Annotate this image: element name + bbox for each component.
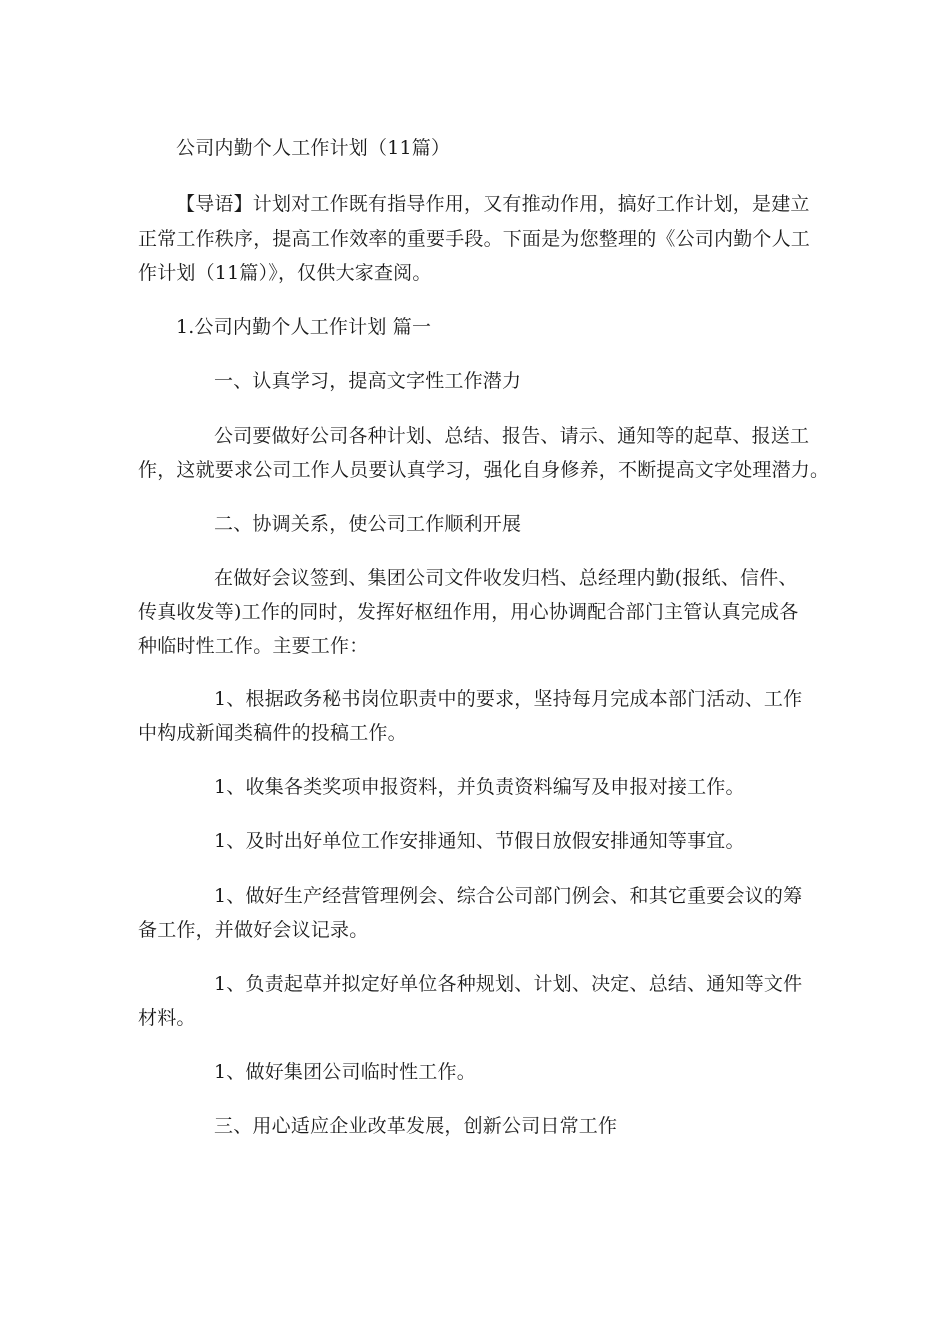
list-item-1-line-1: 1、根据政务秘书岗位职责中的要求，坚持每月完成本部门活动、工作 — [214, 688, 803, 710]
paragraph-two-line-3: 种临时性工作。主要工作： — [138, 635, 369, 657]
list-item-5-line-1: 1、负责起草并拟定好单位各种规划、计划、决定、总结、通知等文件 — [214, 973, 803, 995]
intro-line-1: 【导语】计划对工作既有指导作用，又有推动作用，搞好工作计划，是建立 — [176, 193, 810, 215]
document-title: 公司内勤个人工作计划（11篇） — [176, 137, 451, 159]
section-heading: 1.公司内勤个人工作计划 篇一 — [176, 316, 432, 338]
intro-line-2: 正常工作秩序，提高工作效率的重要手段。下面是为您整理的《公司内勤个人工 — [138, 228, 811, 250]
list-item-5-line-2: 材料。 — [138, 1007, 196, 1029]
paragraph-two-line-2: 传真收发等)工作的同时，发挥好枢纽作用，用心协调配合部门主管认真完成各 — [138, 601, 799, 623]
list-item-4-line-1: 1、做好生产经营管理例会、综合公司部门例会、和其它重要会议的筹 — [214, 885, 803, 907]
list-item-3: 1、及时出好单位工作安排通知、节假日放假安排通知等事宜。 — [214, 830, 745, 852]
intro-line-3: 作计划（11篇）》，仅供大家查阅。 — [138, 262, 432, 284]
heading-one: 一、认真学习，提高文字性工作潜力 — [214, 370, 522, 392]
list-item-2: 1、收集各类奖项申报资料，并负责资料编写及申报对接工作。 — [214, 776, 745, 798]
paragraph-two-line-1: 在做好会议签到、集团公司文件收发归档、总经理内勤(报纸、信件、 — [214, 567, 798, 589]
list-item-6: 1、做好集团公司临时性工作。 — [214, 1061, 476, 1083]
paragraph-one-line-2: 作，这就要求公司工作人员要认真学习，强化自身修养，不断提高文字处理潜力。 — [138, 459, 830, 481]
paragraph-one-line-1: 公司要做好公司各种计划、总结、报告、请示、通知等的起草、报送工 — [214, 425, 810, 447]
heading-two: 二、协调关系，使公司工作顺利开展 — [214, 513, 522, 535]
list-item-1-line-2: 中构成新闻类稿件的投稿工作。 — [138, 722, 407, 744]
heading-three: 三、用心适应企业改革发展，创新公司日常工作 — [214, 1115, 618, 1137]
list-item-4-line-2: 备工作，并做好会议记录。 — [138, 919, 369, 941]
